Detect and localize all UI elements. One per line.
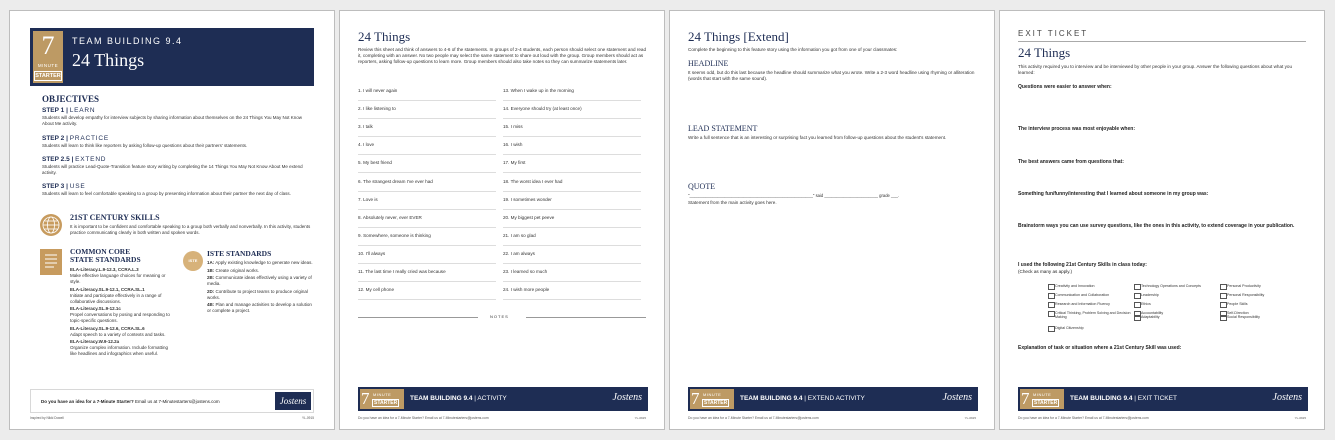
step-name: PRACTICE — [69, 135, 109, 142]
doc-code: YL-0915 — [301, 416, 314, 420]
exit-intro: This activity required you to interview and be interviewed by other people in your group. Answer the following questions about what you learned: — [1018, 64, 1292, 75]
answer-line — [503, 191, 641, 192]
skills-heading: 21ST CENTURY SKILLS — [70, 213, 160, 222]
answer-line — [503, 100, 641, 101]
badge-minute: MINUTE — [37, 63, 59, 68]
skill-checkbox[interactable]: Technology Operations and Concepts — [1134, 284, 1218, 288]
skill-checkbox[interactable]: Digital Citizenship — [1048, 326, 1132, 330]
statement-item: 16. I wish — [503, 142, 523, 148]
page-title: 24 Things — [358, 29, 411, 44]
statement-item: 17. My first — [503, 160, 526, 166]
statement-item: 2. I like listening to — [358, 106, 396, 112]
core-standard: ELA-Literacy.W.9-12.2a Organize complex information. Include formatting like headlines and infographics when useful. — [70, 339, 169, 356]
jostens-logo: Jostens — [942, 392, 972, 403]
quote-line: "_____________________________________________________" said _______________________ grade ___. — [688, 193, 900, 198]
question-6: I used the following 21st Century Skills in class today: — [1018, 262, 1147, 268]
answer-line — [503, 118, 641, 119]
doc-code: YL-0915 — [1294, 416, 1306, 420]
seven-minute-badge: 7 MINUTE STARTER — [690, 389, 734, 409]
answer-line — [358, 281, 496, 282]
iste-standard: 4B: Plan and manage activities to develop a solution or complete a project. — [207, 302, 312, 313]
answer-line — [503, 172, 641, 173]
step-text: Students will practice Lead-Quote-Transition feature story writing by completing the 14 Things You May Not Know About Me extend activity. — [42, 164, 303, 175]
statement-item: 10. I'll always — [358, 250, 386, 256]
quote-heading: QUOTE — [688, 182, 716, 191]
statement-item: 14. Everyone should try (at least once) — [503, 106, 582, 112]
iste-standard: 2B: Communicate ideas effectively using a variety of media. — [207, 275, 312, 286]
iste-standard: 2D: Contribute to project teams to produce original works. — [207, 288, 308, 300]
statement-item: 5. My best friend — [358, 160, 392, 166]
header-kicker: TEAM BUILDING 9.4 — [72, 36, 183, 46]
iste-standard: 1A: Apply existing knowledge to generate new ideas. — [207, 260, 313, 265]
page-extend — [669, 10, 995, 430]
page-title: 24 Things — [1018, 45, 1071, 60]
question-5: Brainstorm ways you can use survey questions, like the ones in this activity, to extend coverage in your publication. — [1018, 223, 1295, 229]
jostens-logo: Jostens — [1272, 392, 1302, 403]
answer-line — [358, 299, 496, 300]
answer-line — [358, 154, 496, 155]
core-heading — [70, 248, 141, 264]
statement-item: 4. I love — [358, 142, 375, 148]
skills-text: It is important to be confident and comfortable speaking to a group both verbally and nonverbally. In this activity, students practice communicating clearly in both written and spoken words. — [70, 224, 311, 235]
step-name: EXTEND — [75, 156, 107, 163]
statement-item: 12. My cell phone — [358, 287, 395, 293]
page-overview — [9, 10, 335, 430]
question-7: Explanation of task or situation where a 21st Century Skill was used: — [1018, 345, 1182, 351]
page-exit-ticket — [999, 10, 1325, 430]
kicker-rule — [1018, 41, 1306, 42]
answer-line — [358, 118, 496, 119]
statement-item: 23. I learned so much — [503, 269, 548, 274]
answer-line — [358, 227, 496, 228]
answer-line — [503, 227, 641, 228]
page-title: 24 Things [Extend] — [688, 29, 789, 44]
step-name: USE — [69, 183, 86, 190]
answer-line — [503, 154, 641, 155]
skill-checkbox[interactable]: Creativity and Innovation — [1048, 284, 1132, 288]
statement-item: 18. The worst idea I ever had — [503, 178, 563, 184]
globe-icon — [40, 214, 62, 236]
skill-checkbox[interactable]: Critical Thinking, Problem Solving and Decision Making — [1048, 311, 1132, 319]
notes-rule-left — [358, 317, 478, 318]
extend-intro: Complete the beginning to this feature story using the information you got from one of your classmates: — [688, 47, 898, 52]
footer-label: TEAM BUILDING 9.4 | ACTIVITY — [410, 395, 507, 402]
answer-line — [503, 281, 641, 282]
jostens-logo: Jostens — [275, 392, 311, 410]
core-standard: ELA-Literacy.SL.9-12.1c Propel conversations by posing and responding to topic-specific questions. — [70, 306, 170, 323]
iste-heading: ISTE STANDARDS — [207, 249, 272, 258]
statement-item: 8. Absolutely never, ever EVER — [358, 214, 422, 220]
statement-item: 15. I miss — [503, 124, 523, 130]
skill-checkbox[interactable]: Social Responsibility — [1220, 315, 1304, 319]
answer-line — [503, 299, 641, 300]
answer-line — [503, 263, 641, 264]
step-text: Students will develop empathy for interview subjects by sharing information about themselves on the 24 Things You May Not Know About Me activity. — [42, 115, 303, 126]
skill-checkbox[interactable]: Self-Direction — [1220, 311, 1304, 315]
answer-line — [503, 136, 641, 137]
question-6-sub: (Check as many as apply.) — [1018, 269, 1073, 274]
notes-rule-right — [526, 317, 646, 318]
answer-line — [358, 136, 496, 137]
answer-line — [503, 245, 641, 246]
answer-line — [358, 245, 496, 246]
statement-item: 6. The strangest dream I've ever had — [358, 178, 433, 184]
core-standards-list — [70, 267, 176, 357]
core-standard: ELA-Literacy.SL.9-12.6, CCRA.SL.6 Adapt speech to a variety of contexts and tasks. — [70, 325, 166, 337]
question-4: Something fun/funny/interesting that I learned about someone in my group was: — [1018, 191, 1209, 197]
statement-item: 20. My biggest pet peeve — [503, 214, 555, 220]
statement-item: 1. I will never again — [358, 88, 398, 93]
lead-text: Write a full sentence that is an interesting or surprising fact you learned from follow-up questions about the student's statement. — [688, 135, 947, 140]
skill-checkbox[interactable]: Research and Information Fluency — [1048, 302, 1132, 306]
core-heading-line1: COMMON CORE — [70, 247, 131, 256]
answer-line — [358, 172, 496, 173]
iste-standard: 1B: Create original works. — [207, 267, 260, 273]
iste-standards-list — [207, 260, 313, 314]
quote-text: Statement from the main activity goes here. — [688, 200, 777, 205]
idea-footer — [30, 389, 314, 413]
footer-label: TEAM BUILDING 9.4 | EXIT TICKET — [1070, 395, 1177, 402]
skill-checkbox[interactable]: People Skills — [1220, 302, 1304, 306]
statement-item: 11. The last time I really cried was because — [358, 269, 446, 274]
lead-heading: LEAD STATEMENT — [688, 124, 758, 133]
statement-item: 22. I am always — [503, 250, 535, 256]
question-2: The interview process was most enjoyable when: — [1018, 126, 1135, 132]
footer-bar — [358, 387, 648, 411]
idea-note: Do you have an idea for a 7-Minute Starter? Email us at 7-Minutestarters@jostens.com — [1018, 416, 1149, 420]
skill-checkbox[interactable]: Adaptability — [1134, 315, 1218, 319]
skill-checkbox[interactable]: Accountability — [1134, 311, 1218, 315]
badge-starter: STARTER — [35, 73, 61, 79]
statement-item: 7. Love is — [358, 196, 378, 202]
step-practice: STEP 2 | PRACTICE Students will learn to think like reporters by asking follow-up questions about their partners' statements. — [42, 135, 312, 149]
statement-item: 24. I wish more people — [503, 287, 550, 293]
skill-checkbox[interactable]: Personal Responsibility — [1220, 293, 1304, 297]
doc-code: YL-0915 — [964, 416, 976, 420]
step-label: STEP 1 — [42, 107, 65, 114]
core-heading-line2: STATE STANDARDS — [70, 255, 141, 264]
statement-item: 21. I am so glad — [503, 232, 536, 238]
statement-item: 19. I sometimes wonder — [503, 196, 552, 202]
iste-icon: ISTE — [183, 251, 203, 271]
footer-bar — [688, 387, 978, 411]
activity-intro: Review this sheet and think of answers to 4-6 of the statements. In groups of 2-4 students, each person should select one statement and read it, completing with an answer. No two people may select the same statement to share out loud with the group. Group members should act as reporters, asking follow-up questions to learn more. Group members should also take notes so they can summarize statements later. — [358, 47, 647, 64]
answer-line — [358, 100, 496, 101]
answer-line — [358, 209, 496, 210]
answer-line — [358, 191, 496, 192]
inspired-credit: Inspired by Nikki Dowell — [30, 416, 64, 420]
page-title: 24 Things — [72, 50, 145, 70]
badge-number: 7 — [41, 31, 55, 60]
notes-label: NOTES — [490, 314, 509, 319]
statement-item: 3. I talk — [358, 124, 373, 130]
idea-note: Do you have an idea for a 7-Minute Starter? Email us at 7-Minutestarters@jostens.com — [358, 416, 489, 420]
core-standard: ELA-Literacy.L.9-12.3, CCRA.L.3 Make effective language choices for meaning or style. — [70, 267, 166, 284]
step-text: Students will learn to feel comfortable speaking to a group by presenting information about their partner the next day of class. — [42, 191, 291, 196]
step-label: STEP 3 — [42, 183, 65, 190]
seven-minute-badge — [33, 31, 63, 83]
statement-item: 9. Somewhere, someone is thinking — [358, 232, 431, 238]
exit-kicker: EXIT TICKET — [1018, 29, 1089, 38]
statement-item: 13. When I wake up in the morning — [503, 88, 574, 93]
answer-line — [358, 263, 496, 264]
headline-heading: HEADLINE — [688, 59, 729, 68]
jostens-logo: Jostens — [612, 392, 642, 403]
idea-note: Do you have an idea for a 7-Minute Starter? Email us at 7-Minutestarters@jostens.com — [688, 416, 819, 420]
step-label: STEP 2 — [42, 135, 65, 142]
footer-label: TEAM BUILDING 9.4 | EXTEND ACTIVITY — [740, 395, 865, 402]
step-label: STEP 2.5 — [42, 156, 70, 163]
header-banner — [30, 28, 314, 86]
question-1: Questions were easier to answer when: — [1018, 84, 1112, 90]
page-activity — [339, 10, 665, 430]
skill-checkbox[interactable]: Leadership — [1134, 293, 1218, 297]
step-name: LEARN — [69, 107, 96, 114]
seven-minute-badge: 7 MINUTE STARTER — [360, 389, 404, 409]
footer-bar — [1018, 387, 1308, 411]
step-learn: STEP 1 | LEARN Students will develop empathy for interview subjects by sharing information about themselves on the 24 Things You May Not Know About Me activity. — [42, 107, 312, 127]
question-3: The best answers came from questions that: — [1018, 159, 1124, 165]
headline-text: It seems odd, but do this last because the headline should summarize what you wrote. Write a 2-3 word headline using rhyming or alliteration (words that start with the same sound). — [688, 70, 975, 81]
objectives-heading: OBJECTIVES — [42, 94, 100, 104]
document-icon — [40, 249, 62, 275]
step-use: STEP 3 | USE Students will learn to feel comfortable speaking to a group by presenting information about their partner the next day of class. — [42, 183, 312, 197]
idea-footer-text: Do you have an idea for a 7-Minute Starter? Email us at 7-Minutestarters@jostens.com — [41, 399, 220, 404]
step-extend: STEP 2.5 | EXTEND Students will practice Lead-Quote-Transition feature story writing by completing the 14 Things You May Not Know About Me extend activity. — [42, 156, 312, 176]
doc-code: YL-0915 — [634, 416, 646, 420]
skill-checkbox[interactable]: Communication and Collaboration — [1048, 293, 1132, 297]
skill-checkbox[interactable]: Personal Productivity — [1220, 284, 1304, 288]
seven-minute-badge: 7 MINUTE STARTER — [1020, 389, 1064, 409]
answer-line — [503, 209, 641, 210]
skill-checkbox[interactable]: Ethics — [1134, 302, 1218, 306]
core-standard: ELA-Literacy.SL.9-12.1, CCRA.SL.1 Initiate and participate effectively in a range of collaborative discussions. — [70, 286, 162, 304]
step-text: Students will learn to think like reporters by asking follow-up questions about their partners' statements. — [42, 143, 248, 148]
